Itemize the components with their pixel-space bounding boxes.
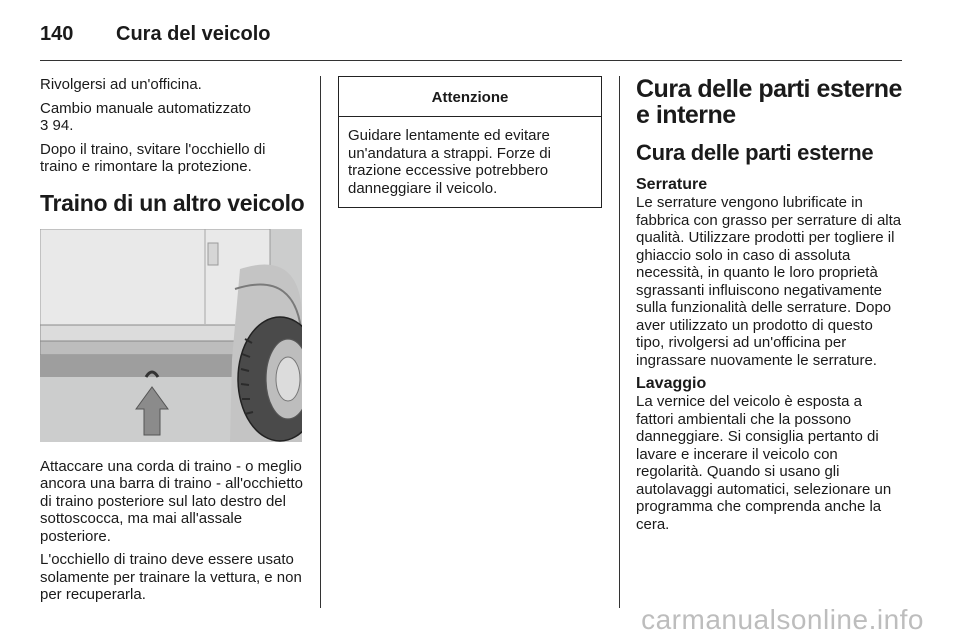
watermark: carmanualsonline.info xyxy=(641,604,924,635)
paragraph: Rivolgersi ad un'officina. xyxy=(40,76,202,93)
main-heading: Cura delle parti esterne e interne xyxy=(636,75,902,129)
paragraph-text: Cambio manuale automatizzato xyxy=(40,99,251,117)
header-rule xyxy=(40,60,902,61)
paragraph: L'occhiello di traino deve essere usato solamente per trainare la vettura, e non per recuperarla. xyxy=(40,551,302,603)
column-left xyxy=(40,76,305,610)
topic-heading-washing: Lavaggio xyxy=(636,375,707,392)
paragraph-cross-reference xyxy=(40,100,305,135)
page-reference: 94. xyxy=(48,117,74,134)
arrow-ref-icon: 3 xyxy=(40,117,49,134)
paragraph: Attaccare una corda di traino - o meglio ancora una barra di traino - all'occhietto di traino posteriore sul lato destro del sottoscocca, ma mai all'assale posteriore. xyxy=(40,457,304,545)
column-divider-right xyxy=(619,76,620,608)
topic-heading-locks: Serrature xyxy=(636,176,708,193)
warning-title: Attenzione xyxy=(339,77,601,117)
page-header xyxy=(40,18,271,50)
towing-eye-drawing xyxy=(40,229,302,442)
paragraph: Dopo il traino, svitare l'occhiello di traino e rimontare la protezione. xyxy=(40,140,266,175)
warning-box xyxy=(338,76,602,208)
sub-heading: Cura delle parti esterne xyxy=(636,140,874,165)
chapter-title: Cura del veicolo xyxy=(116,22,271,45)
column-divider-left xyxy=(320,76,321,608)
warning-text: Guidare lentamente ed evitare un'andatura a strappi. Forze di trazione eccessive potrebbero danneggiare il veicolo. xyxy=(348,127,551,197)
page-number: 140 xyxy=(40,22,74,45)
topic-body-locks: Le serrature vengono lubrificate in fabbrica con grasso per serrature di alta qualità. Utilizzare prodotti per togliere il ghiaccio solo in caso di assoluta necessità, in quanto le loro proprietà sgrassanti influiscono negativamente sulla funzionalità delle serrature. Dopo aver utilizzato un prodotto di questo tipo, rivolgersi ad un'officina per ingrassare nuovamente le serrature. xyxy=(636,194,902,369)
topic-body-washing: La vernice del veicolo è esposta a fattori ambientali che la possono danneggiare. Si consiglia pertanto di lavare e incerare il veicolo con regolarità. Quando si usano gli autolavaggi automatici, selezionare un programma che comprenda anche la cera. xyxy=(636,393,892,533)
section-heading: Traino di un altro veicolo xyxy=(40,189,305,216)
towing-eye-illustration xyxy=(40,229,302,442)
column-right xyxy=(636,76,902,539)
